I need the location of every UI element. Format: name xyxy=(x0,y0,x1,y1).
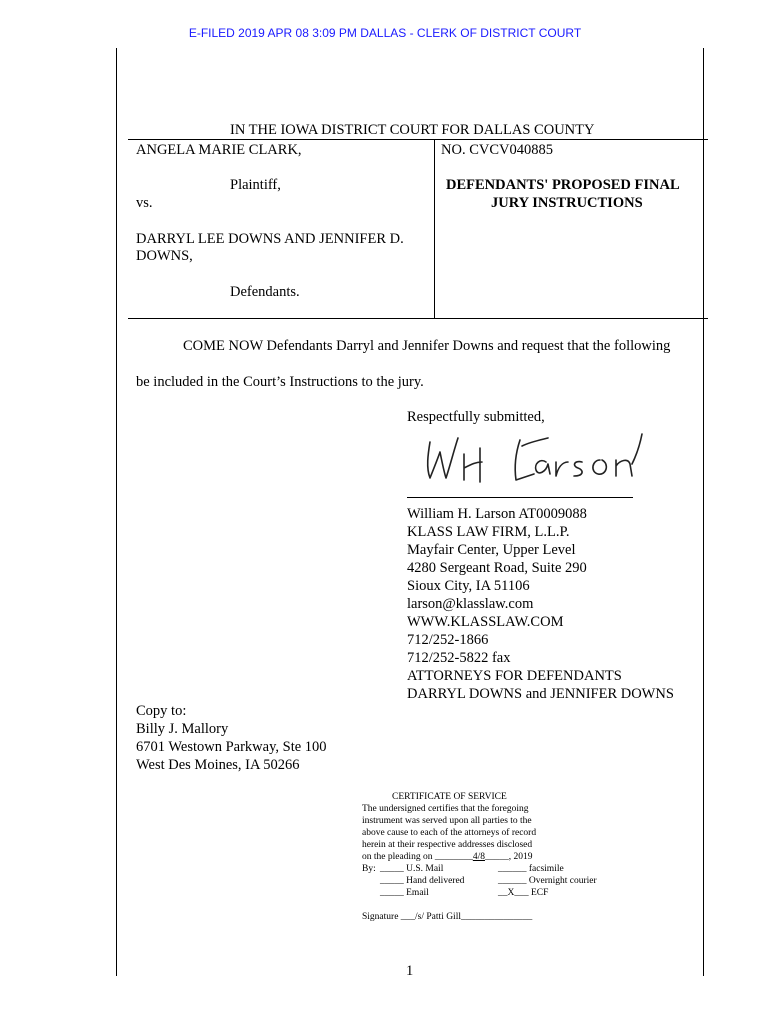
doc-title-line1: DEFENDANTS' PROPOSED FINAL xyxy=(446,177,680,193)
page-number: 1 xyxy=(406,963,414,979)
certificate-of-service xyxy=(362,791,622,923)
doc-title-line2: JURY INSTRUCTIONS xyxy=(491,195,643,211)
attorney-signature-block xyxy=(407,505,674,703)
caption-divider xyxy=(434,139,435,318)
certificate-date-line xyxy=(362,851,622,863)
date-prefix: on the pleading on ________ xyxy=(362,852,473,862)
service-date: 4/8 xyxy=(472,852,485,862)
copy-to-address-2: West Des Moines, IA 50266 xyxy=(136,757,300,773)
method-hand-delivered: _____ Hand delivered xyxy=(380,876,465,886)
left-margin-line xyxy=(116,48,117,976)
method-facsimile: ______ facsimile xyxy=(498,864,564,874)
phone-line: 712/252-1866 xyxy=(407,632,489,648)
email-line: larson@klasslaw.com xyxy=(407,596,534,612)
fax-line: 712/252-5822 fax xyxy=(407,650,511,666)
service-methods xyxy=(362,863,622,899)
attorney-name-line: William H. Larson AT0009088 xyxy=(407,506,587,522)
firm-name-line: KLASS LAW FIRM, L.L.P. xyxy=(407,524,570,540)
certificate-title: CERTIFICATE OF SERVICE xyxy=(392,792,507,802)
address-line-2: 4280 Sergeant Road, Suite 290 xyxy=(407,560,587,576)
caption-top-rule xyxy=(128,139,708,140)
certificate-text-line3: above cause to each of the attorneys of record xyxy=(362,828,537,838)
court-name: IN THE IOWA DISTRICT COURT FOR DALLAS COUNTY xyxy=(230,122,595,138)
signature-value: ___/s/ Patti Gill_______________ xyxy=(400,912,533,922)
clients-line: DARRYL DOWNS and JENNIFER DOWNS xyxy=(407,686,674,702)
defendants-line1: DARRYL LEE DOWNS AND JENNIFER D. xyxy=(136,231,404,247)
method-ecf: __X___ ECF xyxy=(498,888,549,898)
plaintiff-name: ANGELA MARIE CLARK, xyxy=(136,142,302,158)
attorneys-for-line: ATTORNEYS FOR DEFENDANTS xyxy=(407,668,622,684)
right-margin-line xyxy=(703,48,704,976)
versus-label: vs. xyxy=(136,195,153,211)
by-label: By: xyxy=(362,864,376,874)
copy-to-block xyxy=(136,702,327,774)
handwritten-signature xyxy=(418,424,648,486)
efiled-stamp: E-FILED 2019 APR 08 3:09 PM DALLAS - CLERK OF DISTRICT COURT xyxy=(188,26,582,40)
method-overnight: ______ Overnight courier xyxy=(498,876,597,886)
certificate-signature-line xyxy=(362,911,622,923)
certificate-text-line4: herein at their respective addresses disclosed xyxy=(362,840,533,850)
caption-bottom-rule xyxy=(128,318,708,319)
respectfully-submitted: Respectfully submitted, xyxy=(407,409,545,425)
method-email: _____ Email xyxy=(380,888,429,898)
date-suffix: _____, 2019 xyxy=(484,852,533,862)
copy-to-label: Copy to: xyxy=(136,703,187,719)
signature-label: Signature xyxy=(362,912,399,922)
defendants-line2: DOWNS, xyxy=(136,248,193,264)
copy-to-address-1: 6701 Westown Parkway, Ste 100 xyxy=(136,739,327,755)
body-paragraph-line1: COME NOW Defendants Darryl and Jennifer Downs and request that the following xyxy=(183,338,671,354)
copy-to-name: Billy J. Mallory xyxy=(136,721,229,737)
certificate-text-line1: The undersigned certifies that the foregoing xyxy=(362,804,529,814)
certificate-text-line2: instrument was served upon all parties to the xyxy=(362,816,532,826)
defendants-role: Defendants. xyxy=(230,284,300,300)
address-line-1: Mayfair Center, Upper Level xyxy=(407,542,576,558)
plaintiff-role: Plaintiff, xyxy=(230,177,281,193)
address-line-3: Sioux City, IA 51106 xyxy=(407,578,530,594)
body-paragraph-line2: be included in the Court’s Instructions to the jury. xyxy=(136,374,424,390)
method-us-mail: _____ U.S. Mail xyxy=(380,864,444,874)
case-number: NO. CVCV040885 xyxy=(441,142,553,158)
website-line: WWW.KLASSLAW.COM xyxy=(407,614,564,630)
signature-line xyxy=(407,497,633,498)
